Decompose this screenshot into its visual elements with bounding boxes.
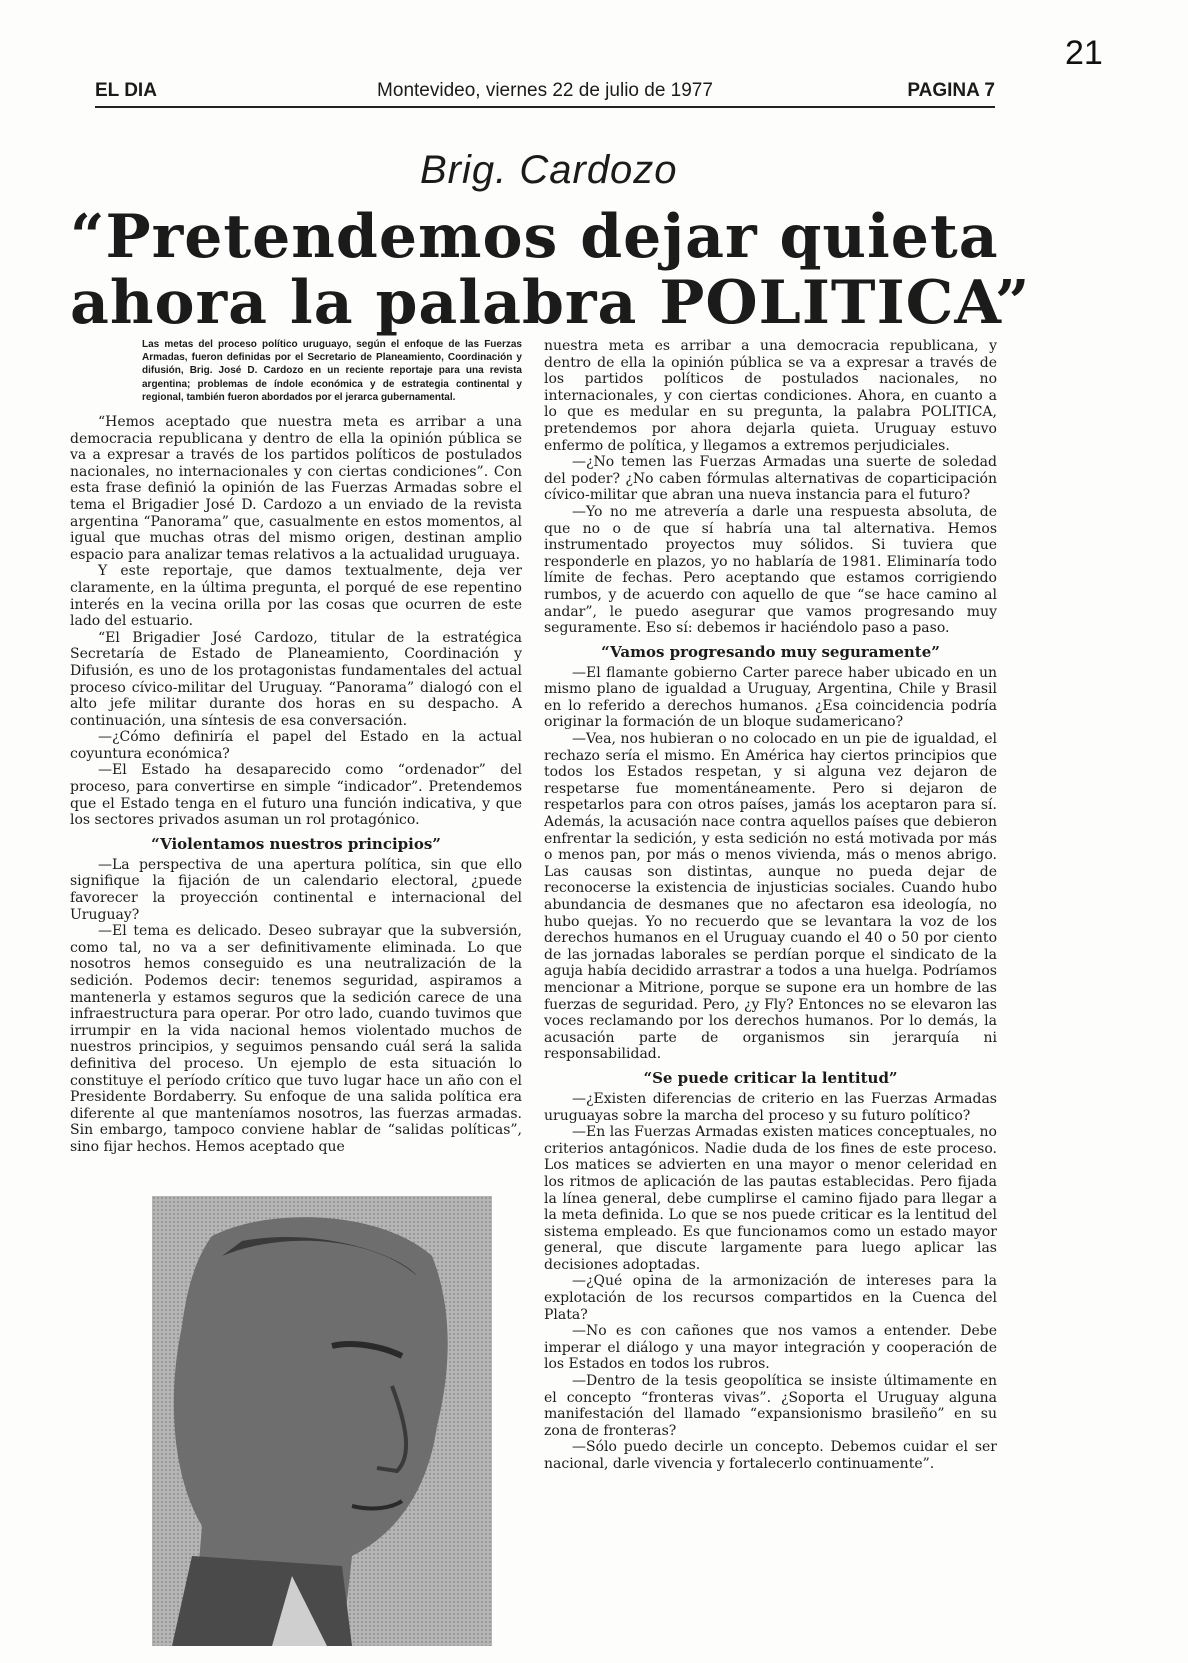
paragraph: —Sólo puedo decirle un concepto. Debemos cuidar el ser nacional, darle vivencia y fortalecerlo continuamente”. <box>544 1439 997 1472</box>
paragraph: —Vea, nos hubieran o no colocado en un pie de igualdad, el rechazo sería el mismo. En América hay ciertos principios que todos los Estados respetan, y si alguna vez dejaron de respetarse fue momentáneamente. Pero si dejaron de respetarlos para con otros países, jamás los aceptaron para sí. Además, la acusación nace contra aquellos países que debieron enfrentar la sedición, y esta sedición no está motivada por más o menos pan, por más o menos vivienda, más o menos abrigo. Las causas son distintas, aunque no pueda dejar de reconocerse la existencia de injusticias sociales. Cuando hubo abundancia de desmanes que no afectaron esa ideología, no hubo quejas. Yo no recuerdo que se levantara la voz de los derechos humanos en el Uruguay cuando el 40 o 50 por ciento de las jornadas laborales se perdían porque el sindicato de la aguja había decidido arrastrar a todos a una huelga. Podríamos mencionar a Mitrione, porque se supone era un hombre de las fuerzas de seguridad. Pero, ¿y Fly? Entonces no se elevaron las voces reclamando por los derechos humanos. Por lo demás, la acusación parte de organismos sin jerarquía ni responsabilidad. <box>544 731 997 1063</box>
paragraph: —No es con cañones que nos vamos a entender. Debe imperar el diálogo y una mayor integración y cooperación de los Estados en todos los rubros. <box>544 1323 997 1373</box>
headline-line-1: “Pretendemos dejar quieta <box>70 202 999 272</box>
headline <box>70 204 1030 336</box>
paragraph: —El tema es delicado. Deseo subrayar que la subversión, como tal, no va a ser definitivamente eliminada. Lo que nosotros hemos conseguido es una neutralización de la sedición. Podemos decir: tenemos seguridad, aspiramos a mantenerla y estamos seguros que la sedición carece de una infraestructura para operar. Por otro lado, cuando tuvimos que irrumpir en la vida nacional hemos violentado muchos de nuestros principios, y seguimos pensando cuál será la salida definitiva del proceso. Un ejemplo de esta situación lo constituye el período crítico que tuvo lugar hace un año con el Presidente Bordaberry. Su enfoque de una salida política era diferente al que manteníamos nosotros, las fuerzas armadas. Sin embargo, tampoco conviene hablar de “salidas políticas”, sino fijar hechos. Hemos aceptado que <box>70 923 522 1155</box>
paragraph: —¿No temen las Fuerzas Armadas una suerte de soledad del poder? ¿No caben fórmulas alternativas de coparticipación cívico-militar que abran una nueva instancia para el futuro? <box>544 454 997 504</box>
subheading: “Se puede criticar la lentitud” <box>643 1068 898 1087</box>
portrait-illustration <box>152 1196 492 1646</box>
masthead-rule <box>95 106 995 108</box>
paragraph: “El Brigadier José Cardozo, titular de la estratégica Secretaría de Estado de Planeamiento, Coordinación y Difusión, es uno de los protagonistas fundamentales del actual proceso cívico-militar del Uruguay. “Panorama” dialogó con el alto jefe militar durante dos horas en su despacho. A continuación, una síntesis de esa conversación. <box>70 629 522 729</box>
intro-summary: Las metas del proceso político uruguayo, según el enfoque de las Fuerzas Armadas, fueron definidas por el Secretario de Planeamiento, Coordinación y difusión, Brig. José D. Cardozo en un reciente reportaje para una revista argentina; problemas de índole económica y de estrategia continental y regional, también fueron abordados por el jerarca gubernamental. <box>142 339 522 403</box>
left-column <box>70 338 522 1156</box>
kicker: Brig. Cardozo <box>420 148 678 192</box>
paragraph: —¿Cómo definiría el papel del Estado en la actual coyuntura económica? <box>70 729 522 762</box>
page-number: 21 <box>1065 34 1103 72</box>
headline-line-2: ahora la palabra POLITICA” <box>70 268 1031 338</box>
right-column <box>544 338 997 1473</box>
paragraph: Y este reportaje, que damos textualmente, deja ver claramente, en la última pregunta, el porqué de ese repentino interés en la vecina orilla por las cosas que ocurren de este lado del estuario. <box>70 563 522 630</box>
dateline: Montevideo, viernes 22 de julio de 1977 <box>377 80 713 101</box>
subheading: “Vamos progresando muy seguramente” <box>601 642 940 661</box>
portrait-photo <box>152 1196 492 1646</box>
paragraph: —¿Qué opina de la armonización de intereses para la explotación de los recursos compartidos en la Cuenca del Plata? <box>544 1273 997 1323</box>
paragraph: —¿Existen diferencias de criterio en las Fuerzas Armadas uruguayas sobre la marcha del proceso y su futuro político? <box>544 1090 997 1124</box>
subheading: “Violentamos nuestros principios” <box>151 834 441 853</box>
masthead <box>95 80 995 106</box>
newspaper-name: EL DIA <box>95 80 157 101</box>
paragraph: —El flamante gobierno Carter parece haber ubicado en un mismo plano de igualdad a Uruguay, Argentina, Chile y Brasil en lo referido a derechos humanos. ¿Esa coincidencia podría originar la formación de un bloque sudamericano? <box>544 664 997 731</box>
paragraph: —El Estado ha desaparecido como “ordenador” del proceso, para convertirse en simple “indicador”. Pretendemos que el Estado tenga en el futuro una función indicativa, y que los sectores privados asuman un rol protagónico. <box>70 762 522 829</box>
paragraph: —Yo no me atrevería a darle una respuesta absoluta, de que no o de que sí habría una tal alternativa. Hemos instrumentado proyectos muy sólidos. Si tuviera que responderle en plazos, yo no hablaría de 1981. Eliminaría todo límite de fechas. Pero aceptando que estamos corrigiendo rumbos, y de acuerdo con aquello de que “se hace camino al andar”, le puedo asegurar que vamos progresando muy seguramente. Eso sí: debemos ir haciéndolo paso a paso. <box>544 503 997 637</box>
paragraph: —Dentro de la tesis geopolítica se insiste últimamente en el concepto “fronteras vivas”. ¿Soporta el Uruguay alguna manifestación del llamado “expansionismo brasileño” en su zona de fronteras? <box>544 1373 997 1439</box>
paragraph: nuestra meta es arribar a una democracia republicana, y dentro de ella la opinión pública se va a expresar a través de los partidos políticos de postulados nacionales, no internacionales, y con ciertas condiciones. Ahora, en cuanto a lo que es medular en su pregunta, la palabra POLITICA, pretendemos por ahora dejarla quieta. Uruguay estuvo enfermo de política, y llegamos a extremos perjudiciales. <box>544 338 997 454</box>
page-label: PAGINA 7 <box>907 80 995 101</box>
paragraph: —La perspectiva de una apertura política, sin que ello signifique la fijación de un calendario electoral, ¿puede favorecer la proyección continental e internacional del Uruguay? <box>70 856 522 923</box>
paragraph: “Hemos aceptado que nuestra meta es arribar a una democracia republicana y dentro de ella la opinión pública se va a expresar a través de los partidos políticos de postulados nacionales, no internacionales y con ciertas condiciones”. Con esta frase definió la opinión de las Fuerzas Armadas sobre el tema el Brigadier José D. Cardozo a un enviado de la revista argentina “Panorama” que, casualmente en estos momentos, al igual que muchas otras del mismo origen, destinan amplio espacio para analizar temas relativos a la actualidad uruguaya. <box>70 414 522 563</box>
paragraph: —En las Fuerzas Armadas existen matices conceptuales, no criterios antagónicos. Nadie duda de los fines de este proceso. Los matices se advierten en una mayor o menor celeridad en los ritmos de aplicación de las pautas establecidas. Pero fijada la línea general, debe cumplirse el camino fijado para llegar a la meta definida. Lo que se nos puede criticar es la lentitud del sistema empleado. Es que funcionamos como un estado mayor general, que discute largamente para luego aplicar las decisiones adoptadas. <box>544 1124 997 1273</box>
